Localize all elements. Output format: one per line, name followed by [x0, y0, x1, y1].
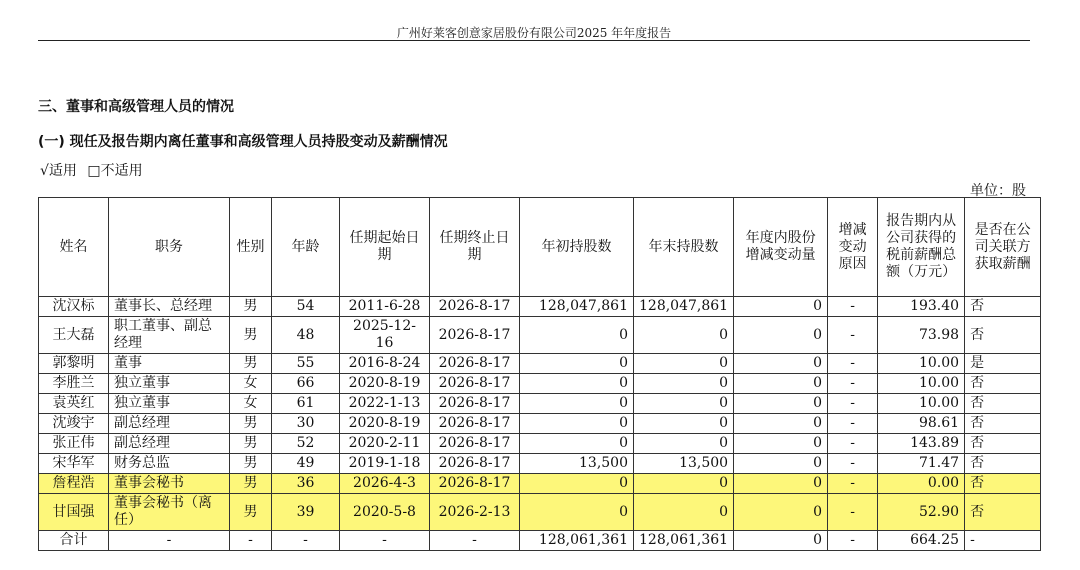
- cell-compensation: 71.47: [878, 454, 965, 474]
- cell-gender: 男: [230, 354, 272, 374]
- header-cell-position: 职务: [109, 198, 230, 297]
- cell-name: 袁英红: [39, 394, 109, 414]
- cell-share-change: 0: [734, 374, 828, 394]
- cell-share-change: 0: [734, 354, 828, 374]
- table-row: [39, 434, 1041, 454]
- cell-share-change: 0: [734, 394, 828, 414]
- header-cell-share-change: 年度内股份增减变动量: [734, 198, 828, 297]
- cell-compensation: 143.89: [878, 434, 965, 454]
- header-cell-gender: 性别: [230, 198, 272, 297]
- cell-position: -: [109, 531, 230, 551]
- cell-term-start: 2011-6-28: [340, 297, 430, 317]
- cell-change-reason: -: [828, 394, 878, 414]
- cell-term-start: 2016-8-24: [340, 354, 430, 374]
- cell-age: 55: [272, 354, 340, 374]
- table-row: [39, 474, 1041, 494]
- cell-term-start: 2025-12-16: [340, 317, 430, 354]
- cell-gender: 女: [230, 374, 272, 394]
- cell-gender: -: [230, 531, 272, 551]
- cell-shares-begin: 0: [520, 374, 634, 394]
- cell-shares-end: 0: [634, 354, 734, 374]
- cell-name: 王大磊: [39, 317, 109, 354]
- applicability-options: [40, 160, 149, 180]
- cell-compensation: 10.00: [878, 374, 965, 394]
- cell-change-reason: -: [828, 354, 878, 374]
- cell-age: 48: [272, 317, 340, 354]
- cell-position: 董事: [109, 354, 230, 374]
- cell-name: 沈竣宇: [39, 414, 109, 434]
- cell-gender: 男: [230, 454, 272, 474]
- cell-term-end: 2026-8-17: [430, 414, 520, 434]
- cell-share-change: 0: [734, 454, 828, 474]
- cell-share-change: 0: [734, 434, 828, 454]
- cell-shares-end: 128,061,361: [634, 531, 734, 551]
- header-cell-shares-end: 年末持股数: [634, 198, 734, 297]
- cell-name: 宋华军: [39, 454, 109, 474]
- cell-change-reason: -: [828, 317, 878, 354]
- cell-age: 52: [272, 434, 340, 454]
- cell-age: -: [272, 531, 340, 551]
- cell-gender: 男: [230, 317, 272, 354]
- cell-term-start: 2020-5-8: [340, 494, 430, 531]
- header-cell-term-start: 任期起始日期: [340, 198, 430, 297]
- cell-gender: 男: [230, 474, 272, 494]
- cell-shares-end: 0: [634, 394, 734, 414]
- cell-term-start: 2022-1-13: [340, 394, 430, 414]
- cell-shares-end: 0: [634, 474, 734, 494]
- cell-term-end: -: [430, 531, 520, 551]
- cell-shares-begin: 0: [520, 494, 634, 531]
- header-cell-change-reason: 增减变动原因: [828, 198, 878, 297]
- cell-shares-end: 0: [634, 414, 734, 434]
- management-shareholding-table: [38, 197, 1041, 551]
- cell-shares-begin: 0: [520, 474, 634, 494]
- table-row: [39, 317, 1041, 354]
- cell-position: 董事会秘书: [109, 474, 230, 494]
- cell-name: 甘国强: [39, 494, 109, 531]
- cell-related-party-pay: 是: [965, 354, 1041, 374]
- cell-shares-end: 13,500: [634, 454, 734, 474]
- report-header-title: 广州好莱客创意家居股份有限公司2025 年年度报告: [396, 26, 672, 40]
- cell-position: 独立董事: [109, 374, 230, 394]
- cell-shares-begin: 0: [520, 354, 634, 374]
- cell-change-reason: -: [828, 374, 878, 394]
- cell-name: 詹程浩: [39, 474, 109, 494]
- table-row: [39, 494, 1041, 531]
- cell-shares-begin: 128,061,361: [520, 531, 634, 551]
- cell-term-end: 2026-8-17: [430, 434, 520, 454]
- cell-position: 职工董事、副总经理: [109, 317, 230, 354]
- cell-gender: 男: [230, 297, 272, 317]
- cell-related-party-pay: 否: [965, 374, 1041, 394]
- cell-term-end: 2026-8-17: [430, 317, 520, 354]
- cell-shares-begin: 0: [520, 434, 634, 454]
- cell-related-party-pay: 否: [965, 297, 1041, 317]
- cell-related-party-pay: 否: [965, 474, 1041, 494]
- table-row: [39, 414, 1041, 434]
- cell-shares-end: 0: [634, 434, 734, 454]
- cell-term-start: 2026-4-3: [340, 474, 430, 494]
- table-row: [39, 354, 1041, 374]
- table-total-row: [39, 531, 1041, 551]
- cell-gender: 男: [230, 494, 272, 531]
- cell-related-party-pay: 否: [965, 434, 1041, 454]
- cell-compensation: 193.40: [878, 297, 965, 317]
- cell-related-party-pay: 否: [965, 317, 1041, 354]
- cell-term-start: 2020-8-19: [340, 374, 430, 394]
- cell-shares-begin: 128,047,861: [520, 297, 634, 317]
- cell-share-change: 0: [734, 297, 828, 317]
- not-applicable-option: □不适用: [87, 163, 143, 179]
- cell-name: 沈汉标: [39, 297, 109, 317]
- table-row: [39, 374, 1041, 394]
- cell-term-end: 2026-8-17: [430, 374, 520, 394]
- cell-change-reason: -: [828, 297, 878, 317]
- cell-compensation: 73.98: [878, 317, 965, 354]
- cell-shares-end: 0: [634, 374, 734, 394]
- cell-related-party-pay: 否: [965, 414, 1041, 434]
- cell-shares-begin: 0: [520, 414, 634, 434]
- unit-note: 单位：股: [970, 183, 1026, 199]
- cell-position: 副总经理: [109, 434, 230, 454]
- cell-term-end: 2026-2-13: [430, 494, 520, 531]
- table-row: [39, 454, 1041, 474]
- cell-gender: 女: [230, 394, 272, 414]
- table-header-row: [39, 198, 1041, 297]
- cell-shares-begin: 0: [520, 317, 634, 354]
- cell-name: 合计: [39, 531, 109, 551]
- cell-gender: 男: [230, 434, 272, 454]
- cell-gender: 男: [230, 414, 272, 434]
- section-title: 三、董事和高级管理人员的情况: [38, 99, 234, 115]
- cell-age: 66: [272, 374, 340, 394]
- table-row: [39, 297, 1041, 317]
- cell-position: 独立董事: [109, 394, 230, 414]
- cell-related-party-pay: 否: [965, 394, 1041, 414]
- header-cell-related-party-pay: 是否在公司关联方获取薪酬: [965, 198, 1041, 297]
- cell-age: 54: [272, 297, 340, 317]
- cell-term-start: 2020-8-19: [340, 414, 430, 434]
- header-cell-term-end: 任期终止日期: [430, 198, 520, 297]
- cell-change-reason: -: [828, 454, 878, 474]
- cell-term-end: 2026-8-17: [430, 297, 520, 317]
- cell-share-change: 0: [734, 474, 828, 494]
- cell-compensation: 10.00: [878, 354, 965, 374]
- cell-share-change: 0: [734, 494, 828, 531]
- cell-term-end: 2026-8-17: [430, 354, 520, 374]
- cell-position: 副总经理: [109, 414, 230, 434]
- cell-name: 郭黎明: [39, 354, 109, 374]
- cell-shares-begin: 0: [520, 394, 634, 414]
- cell-share-change: 0: [734, 531, 828, 551]
- cell-age: 30: [272, 414, 340, 434]
- cell-shares-end: 0: [634, 317, 734, 354]
- cell-compensation: 10.00: [878, 394, 965, 414]
- cell-change-reason: -: [828, 474, 878, 494]
- cell-related-party-pay: -: [965, 531, 1041, 551]
- cell-compensation: 52.90: [878, 494, 965, 531]
- cell-change-reason: -: [828, 531, 878, 551]
- cell-name: 李胜兰: [39, 374, 109, 394]
- cell-compensation: 0.00: [878, 474, 965, 494]
- cell-change-reason: -: [828, 434, 878, 454]
- header-cell-compensation: 报告期内从公司获得的税前薪酬总额（万元）: [878, 198, 965, 297]
- cell-related-party-pay: 否: [965, 454, 1041, 474]
- cell-shares-end: 0: [634, 494, 734, 531]
- cell-shares-end: 128,047,861: [634, 297, 734, 317]
- header-cell-shares-begin: 年初持股数: [520, 198, 634, 297]
- cell-age: 36: [272, 474, 340, 494]
- cell-change-reason: -: [828, 494, 878, 531]
- header-rule: [38, 40, 1030, 41]
- cell-shares-begin: 13,500: [520, 454, 634, 474]
- table-row: [39, 394, 1041, 414]
- header-cell-name: 姓名: [39, 198, 109, 297]
- cell-compensation: 98.61: [878, 414, 965, 434]
- cell-term-end: 2026-8-17: [430, 394, 520, 414]
- cell-related-party-pay: 否: [965, 494, 1041, 531]
- cell-age: 49: [272, 454, 340, 474]
- subsection-title: (一) 现任及报告期内离任董事和高级管理人员持股变动及薪酬情况: [38, 134, 448, 150]
- cell-age: 61: [272, 394, 340, 414]
- header-cell-age: 年龄: [272, 198, 340, 297]
- cell-term-start: 2020-2-11: [340, 434, 430, 454]
- cell-share-change: 0: [734, 317, 828, 354]
- cell-term-start: -: [340, 531, 430, 551]
- cell-term-start: 2019-1-18: [340, 454, 430, 474]
- cell-position: 董事长、总经理: [109, 297, 230, 317]
- cell-compensation: 664.25: [878, 531, 965, 551]
- cell-change-reason: -: [828, 414, 878, 434]
- applicable-checked-option: √适用: [40, 163, 77, 179]
- cell-share-change: 0: [734, 414, 828, 434]
- cell-term-end: 2026-8-17: [430, 474, 520, 494]
- cell-term-end: 2026-8-17: [430, 454, 520, 474]
- cell-position: 财务总监: [109, 454, 230, 474]
- cell-position: 董事会秘书（离任）: [109, 494, 230, 531]
- cell-name: 张正伟: [39, 434, 109, 454]
- cell-age: 39: [272, 494, 340, 531]
